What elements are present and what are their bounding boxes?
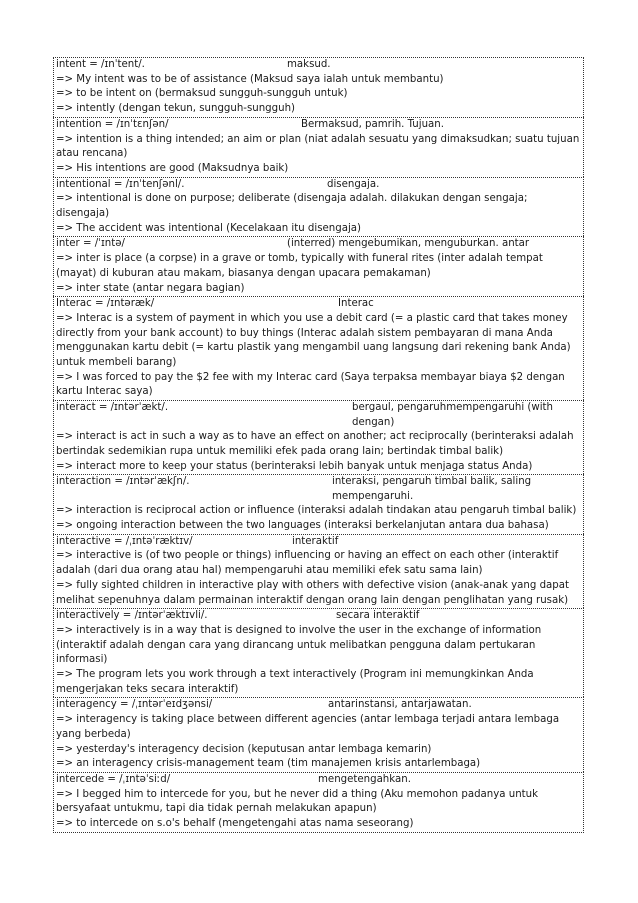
headword-pronunciation: intentional = /ɪnˈtenʃənl/. [56, 178, 185, 190]
headword-meaning: Bermaksud, pamrih. Tujuan. [301, 118, 444, 130]
entry-head [56, 178, 581, 193]
example-line: => fully sighted children in interactive play with others with defective vision (anak-anak yang dapat melihat sepenuhnya dalam permainan interaktif dengan orang lain dengan penglihatan yang rusak) [56, 579, 569, 606]
example-line: => to intercede on s.o's behalf (mengetengahi atas nama seseorang) [56, 818, 414, 830]
headword-pronunciation: interagency = /ˌɪntərˈeɪdʒənsi/ [56, 699, 213, 711]
headword-meaning: antarinstansi, antarjawatan. [328, 699, 472, 711]
example-line: => The program lets you work through a text interactively (Program ini memungkinkan Anda mengerjakan teks secara interaktif) [56, 669, 534, 695]
dictionary-entry [53, 772, 584, 833]
entry-head [56, 297, 581, 312]
headword-pronunciation: interact = /ɪntərˈækt/. [56, 402, 169, 414]
headword-meaning: interaksi, pengaruh timbal balik, saling mempengaruhi. [332, 476, 532, 502]
entry-head [56, 237, 581, 252]
headword-pronunciation: inter = /ˈɪntə/ [56, 238, 125, 250]
headword-pronunciation: interactive = /ˌɪntəˈræktɪv/ [56, 535, 193, 547]
dictionary-entry [53, 57, 584, 117]
headword-meaning: bergaul, pengaruhmempengaruhi (with dengan) [352, 402, 553, 428]
dictionary-entry [53, 296, 584, 400]
example-line: => I begged him to intercede for you, but he never did a thing (Aku memohon padanya untuk bersyafaat untukmu, tapi dia tidak pernah melakukan apapun) [56, 788, 539, 815]
example-line: => an interagency crisis-management team (tim manajemen krisis antarlembaga) [56, 758, 481, 770]
entry-head [56, 609, 581, 624]
headword-pronunciation: interaction = /ɪntərˈækʃn/. [56, 476, 190, 488]
headword-meaning: secara interaktif [336, 610, 420, 622]
dictionary-entry [53, 697, 584, 772]
example-line: => Interac is a system of payment in which you use a debit card (= a plastic card that takes money directly from your bank account) to buy things (Interac adalah sistem pembayaran di mana Anda menggunakan kartu debit (= kartu plastik yang mengambil uang langsung dari rekening bank Anda) untuk membeli barang) [56, 312, 571, 369]
headword-meaning: Interac [338, 298, 374, 310]
entry-head [56, 773, 581, 788]
dictionary-entry [53, 177, 584, 237]
entry-head [56, 535, 581, 550]
headword-pronunciation: Interac = /ɪntəræk/ [56, 298, 155, 310]
example-line: => inter is place (a corpse) in a grave or tomb, typically with funeral rites (inter adalah tempat (mayat) di kuburan atau makam, biasanya dengan upacara pemakaman) [56, 253, 543, 279]
dictionary-entry [53, 117, 584, 177]
headword-meaning: mengetengahkan. [318, 773, 411, 785]
example-line: => intently (dengan tekun, sungguh-sungguh) [56, 103, 296, 115]
example-line: => interactively is in a way that is designed to involve the user in the exchange of information (interaktif adalah dengan cara yang dirancang untuk melibatkan pengguna dalam pertukaran informasi) [56, 624, 542, 666]
example-line: => ongoing interaction between the two languages (interaksi berkelanjutan antara dua bahasa) [56, 519, 549, 531]
example-line: => intention is a thing intended; an aim or plan (niat adalah sesuatu yang dimaksudkan; suatu tujuan atau rencana) [56, 133, 580, 160]
headword-meaning: interaktif [292, 535, 339, 547]
example-line: => interagency is taking place between different agencies (antar lembaga terjadi antara lembaga yang berbeda) [56, 714, 560, 740]
example-line: => interactive is (of two people or things) influencing or having an effect on each other (interaktif adalah (dari dua orang atau hal) mempengaruhi atau memiliki efek satu sama lain) [56, 550, 559, 577]
headword-meaning: disengaja. [327, 178, 380, 190]
entry-head [56, 475, 581, 504]
example-line: => I was forced to pay the $2 fee with my Interac card (Saya terpaksa membayar biaya $2 dengan kartu Interac saya) [56, 371, 565, 398]
dictionary-entry [53, 534, 584, 609]
example-line: => to be intent on (bermaksud sungguh-sungguh untuk) [56, 88, 348, 100]
example-line: => interaction is reciprocal action or influence (interaksi adalah tindakan atau pengaruh timbal balik) [56, 505, 577, 517]
dictionary-entry [53, 474, 584, 533]
headword-pronunciation: intercede = /ˌɪntəˈsiːd/ [56, 773, 171, 785]
headword-meaning: (interred) mengebumikan, menguburkan. antar [287, 238, 530, 250]
example-line: => His intentions are good (Maksudnya baik) [56, 162, 289, 174]
example-line: => interact more to keep your status (berinteraksi lebih banyak untuk menjaga status Anda) [56, 460, 533, 472]
headword-pronunciation: intent = /ɪnˈtent/. [56, 59, 145, 70]
example-line: => inter state (antar negara bagian) [56, 282, 245, 294]
example-line: => intentional is done on purpose; deliberate (disengaja adalah. dilakukan dengan sengaja; disengaja) [56, 193, 528, 220]
example-line: => interact is act in such a way as to have an effect on another; act reciprocally (berinteraksi adalah bertindak sedemikian rupa untuk memiliki efek pada orang lain; bertindak timbal balik) [56, 431, 574, 457]
headword-pronunciation: interactively = /ɪntərˈæktɪvli/. [56, 610, 208, 622]
dictionary-entry [53, 236, 584, 296]
entry-head [56, 401, 581, 430]
dictionary-page [53, 57, 584, 833]
headword-pronunciation: intention = /ɪnˈtɛnʃən/ [56, 118, 169, 130]
example-line: => yesterday's interagency decision (keputusan antar lembaga kemarin) [56, 743, 432, 755]
dictionary-entry [53, 608, 584, 697]
headword-meaning: maksud. [287, 59, 331, 70]
entry-head [56, 698, 581, 713]
entry-head [56, 118, 581, 133]
dictionary-entry [53, 400, 584, 474]
example-line: => My intent was to be of assistance (Maksud saya ialah untuk membantu) [56, 73, 444, 85]
example-line: => The accident was intentional (Kecelakaan itu disengaja) [56, 222, 362, 234]
entry-head [56, 58, 581, 73]
